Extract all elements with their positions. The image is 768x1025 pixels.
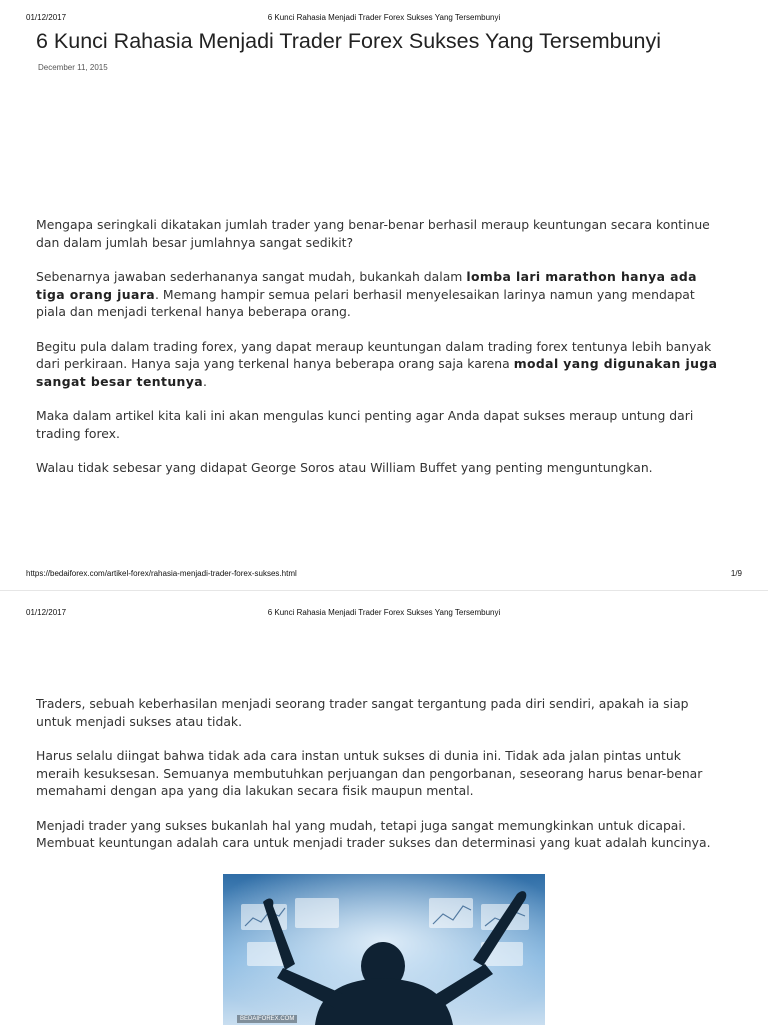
pdf-page-2 [0, 590, 768, 1025]
trader-celebration-image [223, 874, 545, 1025]
paragraph: Sebenarnya jawaban sederhananya sangat mudah, bukankah dalam lomba lari marathon hanya ada tiga orang juara. Memang hampir semua pelari berhasil menyelesaikan larinya namun yang mendapat piala dan menjadi terkenal hanya beberapa orang. [36, 269, 697, 319]
watermark: BEDAIFOREX.COM [237, 1015, 297, 1023]
paragraph: Walau tidak sebesar yang didapat George Soros atau William Buffet yang penting menguntungkan. [36, 460, 653, 475]
bold-phrase: modal yang digunakan juga sangat besar tentunya [36, 356, 718, 389]
footer-url[interactable]: https://bedaiforex.com/artikel-forex/rahasia-menjadi-trader-forex-sukses.html [26, 569, 297, 578]
photo-illustration [223, 874, 545, 1025]
post-date: December 11, 2015 [38, 63, 108, 72]
article-title: 6 Kunci Rahasia Menjadi Trader Forex Sukses Yang Tersembunyi [36, 29, 662, 53]
header-title: 6 Kunci Rahasia Menjadi Trader Forex Sukses Yang Tersembunyi [267, 13, 501, 22]
article-body-1 [36, 216, 726, 494]
paragraph: Begitu pula dalam trading forex, yang dapat meraup keuntungan dalam trading forex tentunya lebih banyak dari perkiraan. Hanya saja yang terkenal hanya beberapa orang saja karena modal yang digunakan juga sangat besar tentunya. [36, 338, 718, 389]
paragraph: Maka dalam artikel kita kali ini akan mengulas kunci penting agar Anda dapat sukses meraup untung dari trading forex. [36, 408, 694, 441]
paragraph: Mengapa seringkali dikatakan jumlah trader yang benar-benar berhasil meraup keuntungan secara kontinue dan dalam jumlah besar jumlahnya sangat sedikit? [36, 217, 710, 250]
header-date: 01/12/2017 [26, 608, 67, 617]
paragraph: Menjadi trader yang sukses bukanlah hal yang mudah, tetapi juga sangat memungkinkan untuk dicapai. Membuat keuntungan adalah cara untuk menjadi trader sukses dan determinasi yang kuat adalah kuncinya. [36, 817, 711, 850]
bold-phrase: lomba lari marathon hanya ada tiga orang juara [36, 269, 697, 302]
header-date: 01/12/2017 [26, 13, 67, 22]
article-body-2 [36, 695, 726, 869]
header-title: 6 Kunci Rahasia Menjadi Trader Forex Sukses Yang Tersembunyi [267, 608, 501, 617]
paragraph: Traders, sebuah keberhasilan menjadi seorang trader sangat tergantung pada diri sendiri, apakah ia siap untuk menjadi sukses atau tidak. [36, 696, 689, 729]
page-number: 1/9 [730, 569, 742, 578]
paragraph: Harus selalu diingat bahwa tidak ada cara instan untuk sukses di dunia ini. Tidak ada jalan pintas untuk meraih kesuksesan. Semuanya membutuhkan perjuangan dan pengorbanan, seseorang harus benar-benar memahami dengan apa yang dia lakukan secara fisik maupun mental. [36, 748, 703, 798]
